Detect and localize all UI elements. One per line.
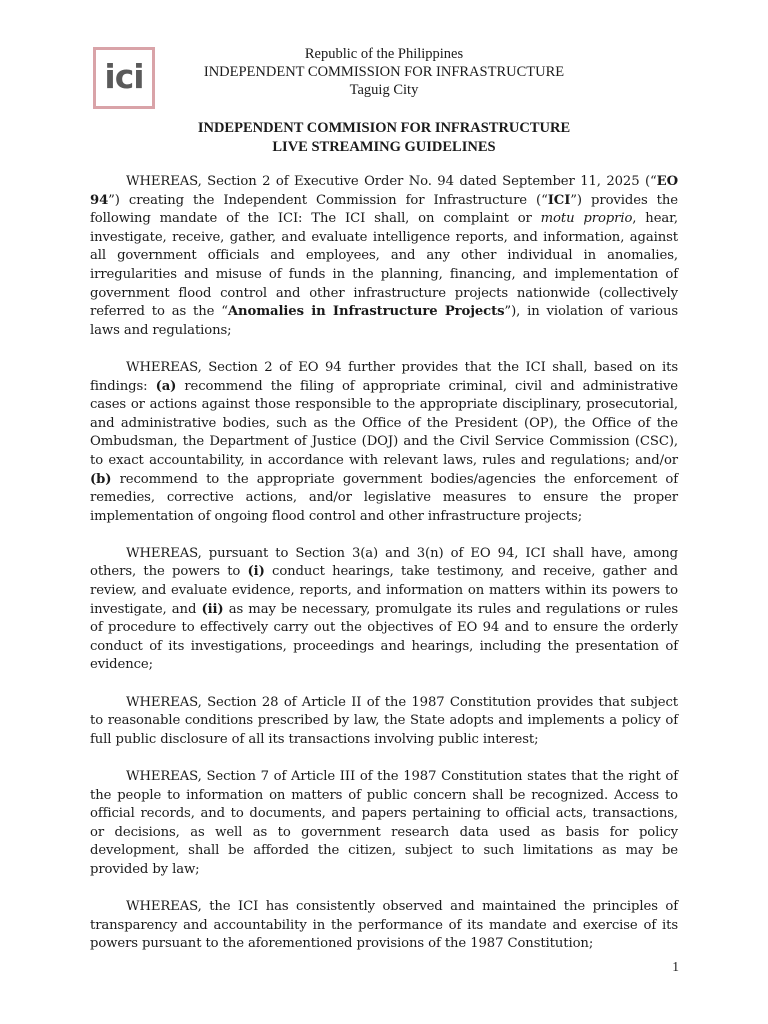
logo-text: ici (104, 56, 144, 96)
text-run: , hear, investigate, receive, gather, and evaluate intelligence reports, and information, against all government officials and employees, and any other individual in anomalies, irregularities and misuse of funds in the planning, financing, and implementation of government flood control and other infrastructure projects nationwide (collectively referred to as the “ (90, 211, 679, 320)
list-marker: (ii) (201, 601, 224, 617)
list-marker: (a) (155, 378, 177, 394)
defined-term: EO 94 (90, 174, 678, 208)
paragraph-1 (90, 173, 678, 340)
title-line-1: INDEPENDENT COMMISION FOR INFRASTRUCTURE (197, 120, 571, 136)
header-country: Republic of the Philippines (304, 46, 464, 62)
text-run: conduct hearings, take testimony, and receive, gather and review, and evaluate evidence, reports, and information on matters within its powers to investigate, and (90, 564, 679, 617)
defined-term: Anomalies in Infrastructure Projects (227, 304, 505, 320)
title-line-2: LIVE STREAMING GUIDELINES (272, 138, 496, 155)
paragraph-2 (90, 359, 678, 526)
paragraph-3 (90, 545, 678, 675)
text-run: WHEREAS, Section 2 of Executive Order No. 94 dated September 11, 2025 (“ (126, 174, 657, 189)
list-marker: (b) (90, 471, 112, 487)
document-body (90, 173, 678, 973)
header-city: Taguig City (349, 82, 419, 98)
paragraph-5: WHEREAS, Section 7 of Article III of the 1987 Constitution states that the right of the people to information on matters of public concern shall be recognized. Access to official records, and to documents, and papers pertaining to official acts, transactions, or decisions, as well as to government research data used as basis for policy development, shall be afforded the citizen, subject to such limitations as may be provided by law; (90, 769, 678, 877)
text-run: recommend to the appropriate government bodies/agencies the enforcement of remedies, corrective actions, and/or legislative measures to ensure the proper implementation of ongoing flood control and other infrastructure projects; (90, 471, 678, 524)
page-number: 1 (672, 959, 679, 974)
text-run: recommend the filing of appropriate criminal, civil and administrative cases or actions against those responsible to the appropriate disciplinary, prosecutorial, and administrative bodies, such as the Office of the President (OP), the Office of the Ombudsman, the Department of Justice (DOJ) and the Civil Service Commission (CSC), to exact accountability, in accordance with relevant laws, rules and regulations; and/or (90, 378, 679, 468)
paragraph-4: WHEREAS, Section 28 of Article II of the 1987 Constitution provides that subject to reasonable conditions prescribed by law, the State adopts and implements a policy of full public disclosure of all its transactions involving public interest; (90, 694, 678, 747)
document-header (0, 45, 768, 99)
text-run: ”), in violation of various laws and regulations; (90, 304, 679, 338)
paragraph-6: WHEREAS, the ICI has consistently observed and maintained the principles of transparency and accountability in the performance of its mandate and exercise of its powers pursuant to the aforementioned provisions of the 1987 Constitution; (90, 899, 678, 952)
text-run: WHEREAS, pursuant to Section 3(a) and 3(n) of EO 94, ICI shall have, among others, the powers to (90, 545, 678, 580)
text-run: as may be necessary, promulgate its rules and regulations or rules of procedure to effectively carry out the objectives of EO 94 and to ensure the orderly conduct of its investigations, proceedings and hearings, including the presentation of evidence; (90, 601, 678, 673)
text-run: ”) creating the Independent Commission for Infrastructure (“ (108, 192, 548, 208)
document-title (0, 119, 768, 156)
italic-term: motu proprio (540, 211, 633, 227)
list-marker: (i) (247, 564, 265, 580)
text-run: WHEREAS, Section 2 of EO 94 further provides that the ICI shall, based on its findings: (90, 359, 678, 394)
header-agency: INDEPENDENT COMMISSION FOR INFRASTRUCTURE (203, 64, 565, 80)
defined-term: ICI (547, 192, 571, 208)
text-run: ”) provides the following mandate of the ICI: The ICI shall, on complaint or (90, 192, 678, 227)
